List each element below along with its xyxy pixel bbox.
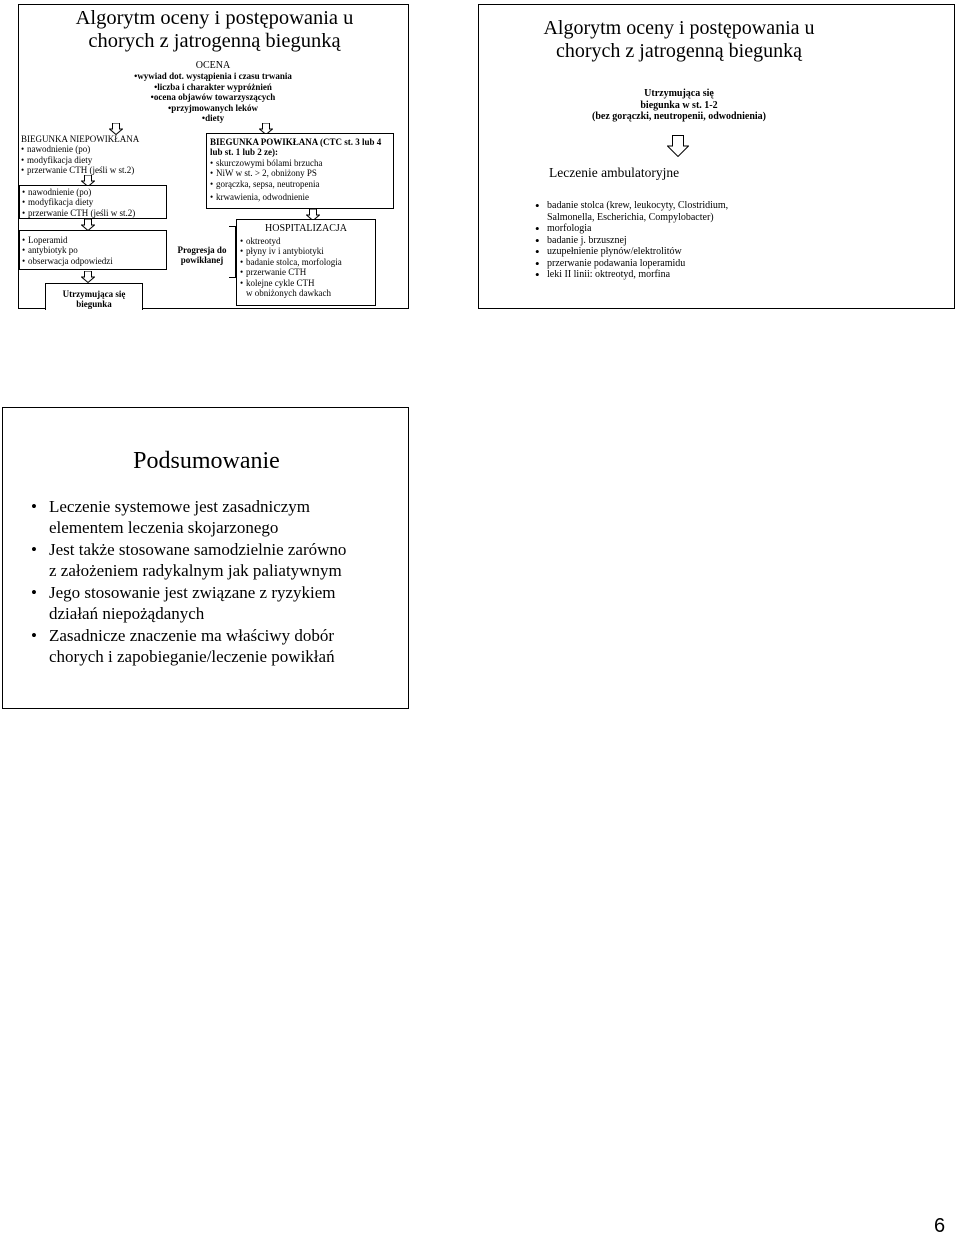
header-line: (bez gorączki, neutropenii, odwodnienia) (592, 111, 766, 122)
progresja-line: powikłanej (180, 255, 224, 266)
niepowiklana-item: • modyfikacja diety (21, 155, 169, 165)
podsumowanie-bullet: • Jego stosowanie jest związane z ryzykiem działań niepożądanych (29, 582, 409, 624)
leczenie-item: • leki II linii: oktreotyd, morfina (533, 269, 833, 281)
header-line: biegunka w st. 1-2 (640, 99, 718, 111)
hosp-item: • oktreotyd (240, 236, 372, 246)
header-line: Utrzymująca się (644, 88, 714, 99)
ocena-item: •wywiad dot. wystąpienia i czasu trwania (134, 71, 292, 82)
slide-2-title-line-2: chorych z jatrogenną biegunką (555, 40, 802, 62)
biegunka-niepowiklana (21, 134, 169, 176)
podsumowanie-bullet: • Jest także stosowane samodzielnie zarówno z założeniem radykalnym jak paliatywnym (29, 539, 409, 581)
step3-item: • obserwacja odpowiedzi (22, 256, 164, 266)
podsumowanie-bullet: • Zasadnicze znaczenie ma właściwy dobór chorych i zapobieganie/leczenie powikłań (29, 625, 409, 667)
leczenie-item: • badanie stolca (krew, leukocyty, Clostridium, Salmonella, Escherichia, Compylobacter) (533, 200, 833, 223)
progresja-bracket (229, 226, 236, 278)
slide-2-title-line-1: Algorytm oceny i postępowania u (543, 17, 815, 39)
leczenie-item: • przerwanie podawania loperamidu (533, 258, 833, 270)
slide-2 (478, 4, 955, 309)
box-utrzymujaca (45, 283, 143, 310)
hosp-title: HOSPITALIZACJA (265, 223, 347, 234)
biegunka-powiklana (206, 133, 394, 209)
niepowiklana-title: BIEGUNKA NIEPOWIKŁANA (21, 134, 140, 144)
step3-item: • antybiotyk po (22, 245, 164, 255)
step3-item: • Loperamid (22, 235, 164, 245)
step2-item: • modyfikacja diety (22, 197, 164, 207)
hospitalizacja-box (236, 219, 376, 306)
step2-item: • przerwanie CTH (jeśli w st.2) (22, 208, 164, 218)
slide-3 (2, 407, 409, 709)
slide-2-header (479, 88, 879, 123)
leczenie-item: • uzupełnienie płynów/elektrolitów (533, 246, 833, 258)
slide-2-title (479, 17, 879, 63)
ocena-item: •liczba i charakter wypróżnień (154, 81, 272, 92)
ocena-block (81, 61, 345, 123)
powiklana-item: • skurczowymi bólami brzucha (210, 158, 390, 168)
podsumowanie-bullet: • Leczenie systemowe jest zasadniczym elementem leczenia skojarzonego (29, 496, 409, 538)
ocena-item: •ocena objawów towarzyszących (150, 92, 276, 103)
utrzymujaca-line: biegunka (76, 299, 112, 310)
niepowiklana-item: • przerwanie CTH (jeśli w st.2) (21, 165, 169, 175)
slide-1-title (19, 7, 410, 53)
box-step-2 (19, 185, 167, 219)
slide-1-title-line-1: Algorytm oceny i postępowania u (75, 7, 354, 29)
box-step-3 (19, 230, 167, 270)
progresja-label (173, 245, 231, 266)
powiklana-title (210, 137, 390, 158)
slide-1-title-line-2: chorych z jatrogenną biegunką (88, 30, 341, 52)
slide-2-list (533, 200, 833, 281)
hosp-item: • płyny iv i antybiotyki (240, 246, 372, 256)
step2-item: • nawodnienie (po) (22, 187, 164, 197)
niepowiklana-item: • nawodnienie (po) (21, 144, 169, 154)
arrow-down-icon (81, 271, 95, 283)
utrzymujaca-line: Utrzymująca się (62, 289, 126, 299)
progresja-line: Progresja do (177, 245, 227, 255)
ocena-item: •przyjmowanych leków (168, 102, 258, 113)
hosp-item: • kolejne cykle CTH (240, 278, 372, 288)
page-number: 6 (934, 1215, 946, 1237)
hosp-item: • przerwanie CTH (240, 267, 372, 277)
powiklana-item: • krwawienia, odwodnienie (210, 192, 390, 202)
leczenie-item: • badanie j. brzusznej (533, 235, 833, 247)
ocena-item: •diety (201, 113, 225, 124)
powiklana-title-line: BIEGUNKA POWIKŁANA (CTC st. 3 lub 4 (210, 137, 382, 147)
podsumowanie-title: Podsumowanie (133, 448, 280, 474)
ocena-title: OCENA (195, 60, 231, 71)
slide-1 (18, 4, 409, 309)
powiklana-item: • NiW w st. > 2, obniżony PS (210, 168, 390, 178)
hosp-item: • badanie stolca, morfologia (240, 257, 372, 267)
arrow-down-icon (667, 135, 689, 157)
podsumowanie-list (29, 496, 409, 668)
powiklana-item: • gorączka, sepsa, neutropenia (210, 179, 390, 189)
powiklana-title-line: lub st. 1 lub 2 ze): (210, 147, 279, 158)
leczenie-item: • morfologia (533, 223, 833, 235)
hosp-tail: w obniżonych dawkach (246, 288, 331, 299)
leczenie-ambulatoryjne-title: Leczenie ambulatoryjne (549, 165, 680, 180)
